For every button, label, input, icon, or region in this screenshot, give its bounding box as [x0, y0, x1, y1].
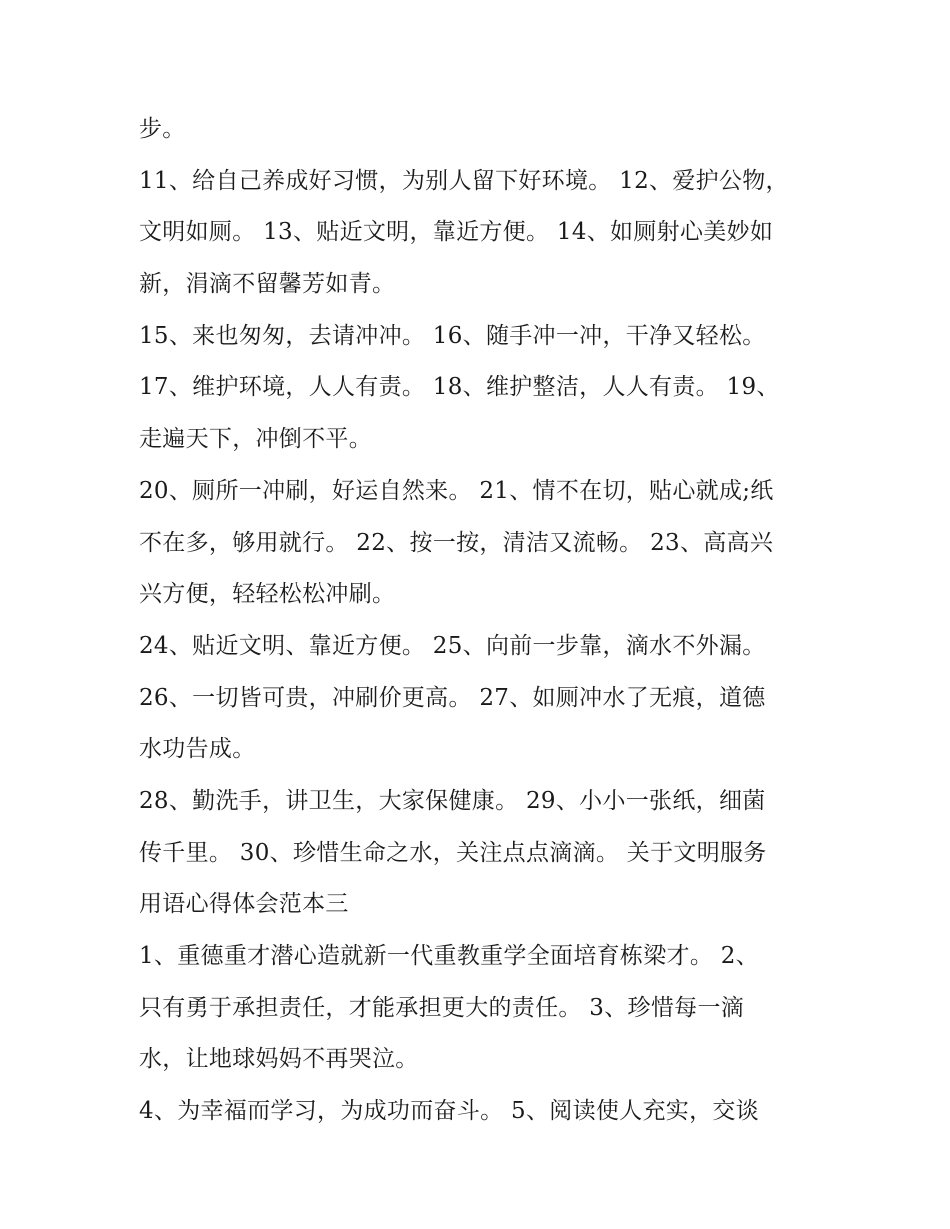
text-line: 步。	[139, 116, 186, 142]
text-line: 水，让地球妈妈不再哭泣。	[139, 1046, 419, 1073]
text-line: 11、给自己养成好习惯，为别人留下好环境。 12、爱护公物，	[139, 167, 789, 194]
text-line: 新，涓滴不留馨芳如青。	[139, 271, 396, 298]
text-line: 1、重德重才潜心造就新一代重教重学全面培育栋梁才。 2、	[139, 943, 759, 969]
text-line: 文明如厕。 13、贴近文明，靠近方便。 14、如厕射心美妙如	[139, 219, 774, 246]
text-line: 水功告成。	[139, 736, 256, 763]
text-line: 不在多，够用就行。 22、按一按，清洁又流畅。 23、高高兴	[139, 529, 774, 556]
text-line: 传千里。 30、珍惜生命之水，关注点点滴滴。 关于文明服务	[139, 839, 767, 866]
text-line: 28、勤洗手，讲卫生，大家保健康。 29、小小一张纸，细菌	[139, 787, 766, 814]
text-line: 15、来也匆匆，去请冲冲。 16、随手冲一冲，干净又轻松。	[139, 322, 766, 349]
text-line: 20、厕所一冲刷，好运自然来。 21、情不在切，贴心就成;纸	[139, 477, 774, 504]
text-line: 走遍天下，冲倒不平。	[139, 426, 372, 453]
text-line: 只有勇于承担责任，才能承担更大的责任。 3、珍惜每一滴	[139, 994, 745, 1021]
text-line: 4、为幸福而学习，为成功而奋斗。 5、阅读使人充实，交谈	[139, 1098, 759, 1125]
text-line: 26、一切皆可贵，冲刷价更高。 27、如厕冲水了无痕，道德	[139, 684, 766, 711]
document-body	[139, 104, 829, 1138]
text-line: 17、维护环境，人人有责。 18、维护整洁，人人有责。 19、	[139, 374, 780, 401]
text-line: 兴方便，轻轻松松冲刷。	[139, 581, 396, 608]
text-line: 24、贴近文明、靠近方便。 25、向前一步靠，滴水不外漏。	[139, 632, 766, 659]
section-heading: 用语心得体会范本三	[139, 891, 349, 918]
